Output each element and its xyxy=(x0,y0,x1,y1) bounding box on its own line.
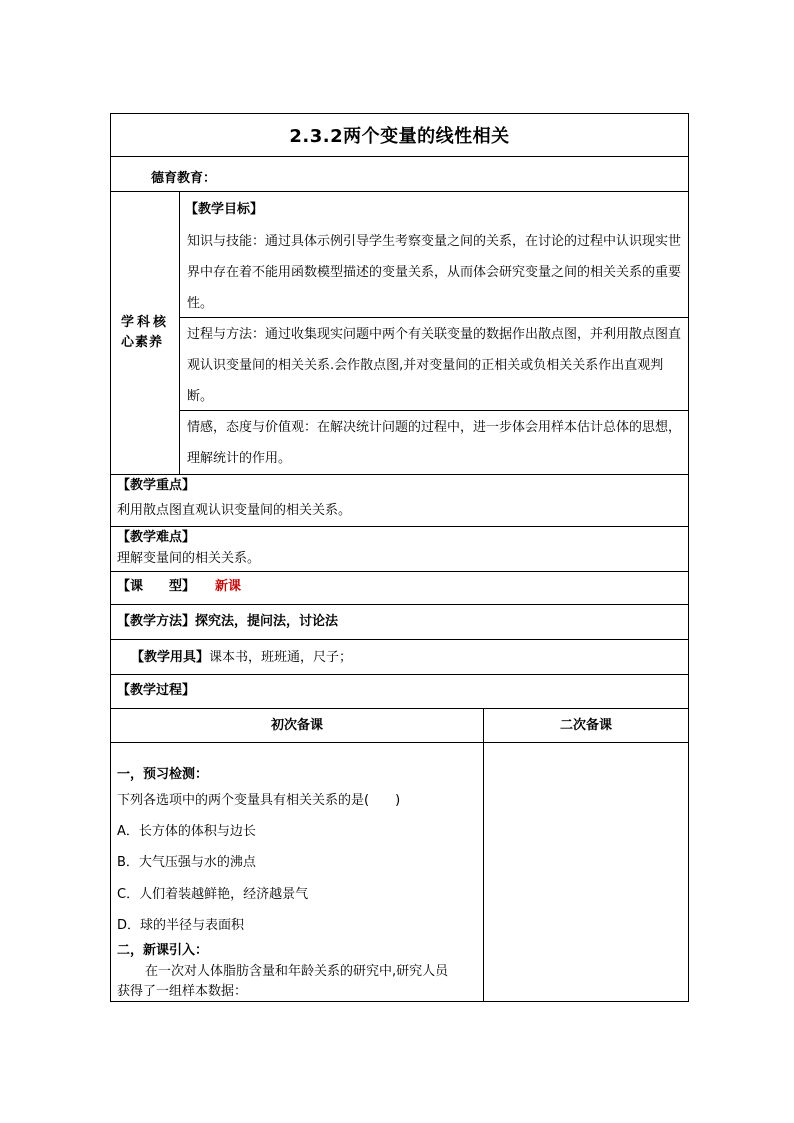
section2-heading: 二，新课引入： xyxy=(117,943,209,958)
core-literacy-label-line2: 心素养 xyxy=(121,335,164,350)
divider xyxy=(483,708,484,1002)
option-c: C．人们着装越鲜艳，经济越景气 xyxy=(117,887,309,902)
methods-label xyxy=(117,614,338,630)
divider xyxy=(179,317,688,318)
moral-education-label: 德育教育： xyxy=(151,171,217,186)
divider xyxy=(111,571,688,572)
divider xyxy=(179,191,180,474)
option-d: D．球的半径与表面积 xyxy=(117,918,245,933)
column-first-prep: 初次备课 xyxy=(270,718,323,733)
tools-label: 【教学用具】 xyxy=(131,650,210,665)
section1-question: 下列各选项中的两个变量具有相关关系的是( ) xyxy=(117,793,401,808)
option-b: B．大气压强与水的沸点 xyxy=(117,855,256,870)
column-second-prep: 二次备课 xyxy=(559,718,612,733)
divider xyxy=(111,708,688,709)
process-heading: 【教学过程】 xyxy=(117,683,196,698)
lesson-type-value: 新课 xyxy=(215,579,242,594)
divider xyxy=(111,474,688,475)
lesson-type-label: 【课 型】 xyxy=(117,579,196,594)
section2-text-line2: 获得了一组样本数据： xyxy=(117,984,248,999)
difficulties-text: 理解变量间的相关关系。 xyxy=(117,551,261,566)
option-a: A．长方体的体积与边长 xyxy=(117,824,256,839)
divider xyxy=(111,191,688,192)
divider xyxy=(111,156,688,157)
divider xyxy=(111,604,688,605)
divider xyxy=(111,674,688,675)
key-points-heading: 【教学重点】 xyxy=(117,478,196,493)
tools-row xyxy=(131,650,352,666)
divider xyxy=(111,526,688,527)
attitude-values-text: 情感，态度与价值观：在解决统计问题的过程中，进一步体会用样本估计总体的思想，理解统计的作用。 xyxy=(187,420,682,466)
divider xyxy=(179,410,688,411)
methods-label-text: 【教学方法】 xyxy=(117,614,196,629)
teaching-goals-heading: 【教学目标】 xyxy=(185,202,264,217)
key-points-text: 利用散点图直观认识变量间的相关关系。 xyxy=(117,503,352,518)
knowledge-skills-text: 知识与技能：通过具体示例引导学生考察变量之间的关系，在讨论的过程中认识现实世界中存在着不能用函数模型描述的变量关系，从而体会研究变量之间的相关关系的重要性。 xyxy=(187,234,682,311)
section2-text-line1: 在一次对人体脂肪含量和年龄关系的研究中,研究人员 xyxy=(145,964,449,979)
divider xyxy=(111,742,688,743)
tools-value: 课本书，班班通，尺子； xyxy=(209,650,353,665)
divider xyxy=(111,639,688,640)
methods-value: 探究法，提问法，讨论法 xyxy=(195,614,339,629)
lesson-plan-table xyxy=(110,113,689,1002)
core-literacy-label-line1: 学科核 xyxy=(121,315,170,330)
lesson-title: 2.3.2两个变量的线性相关 xyxy=(289,126,510,147)
difficulties-heading: 【教学难点】 xyxy=(117,530,196,545)
section1-heading: 一，预习检测： xyxy=(117,767,209,782)
process-method-text: 过程与方法：通过收集现实问题中两个有关联变量的数据作出散点图，并利用散点图直观认识变量间的相关关系.会作散点图,并对变量间的正相关或负相关关系作出直观判断。 xyxy=(187,327,682,404)
